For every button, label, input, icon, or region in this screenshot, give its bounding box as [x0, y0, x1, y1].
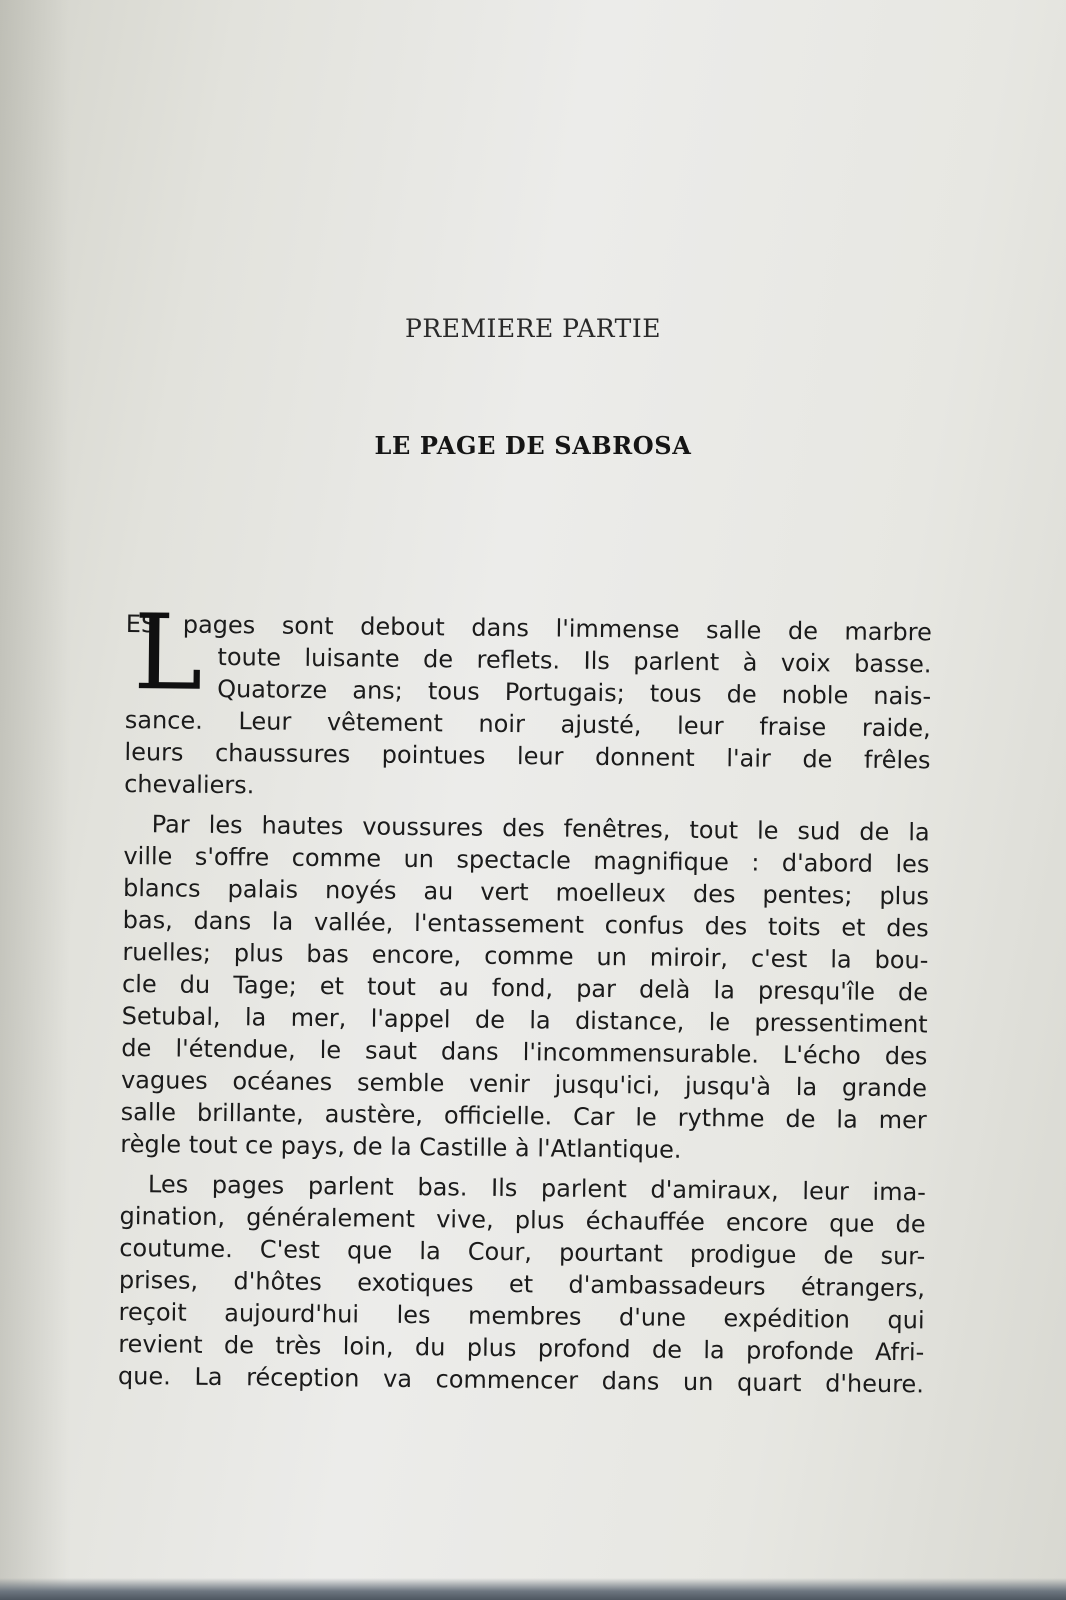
- text-line: coutume. C'est que la Cour, pourtant prodigue de sur-: [119, 1233, 926, 1271]
- text-line: toute luisante de reflets. Ils parlent à voix basse.: [217, 642, 932, 679]
- text-line: bas, dans la vallée, l'entassement confus des toits et des: [122, 905, 929, 943]
- text-line: leurs chaussures pointues leur donnent l'air de frêles: [124, 737, 931, 775]
- text-line: sance. Leur vêtement noir ajusté, leur fraise raide,: [124, 705, 931, 743]
- paragraph-3: [118, 1168, 926, 1400]
- text-line: que. La réception va commencer dans un quart d'heure.: [117, 1361, 925, 1399]
- text-line: règle tout ce pays, de la Castille à l'Atlantique.: [120, 1129, 682, 1164]
- text-line: Les pages parlent bas. Ils parlent d'amiraux, leur ima-: [147, 1170, 927, 1207]
- text-line: Par les hautes voussures des fenêtres, tout le sud de la: [151, 810, 930, 847]
- text-line: chevaliers.: [124, 769, 255, 800]
- page-gutter-shadow: [0, 0, 70, 1600]
- text-line: gination, généralement vive, plus échauffée encore que de: [119, 1201, 926, 1239]
- text-line: de l'étendue, le saut dans l'incommensurable. L'écho des: [121, 1033, 928, 1071]
- drop-cap: L: [132, 591, 204, 714]
- body-text: [117, 591, 932, 1400]
- paragraph-2: [120, 808, 930, 1168]
- part-title: PREMIERE PARTIE: [405, 314, 661, 343]
- text-line: salle brillante, austère, officielle. Car le rythme de la mer: [120, 1097, 927, 1135]
- chapter-title: LE PAGE DE SABROSA: [374, 431, 692, 460]
- text-line: vagues océanes semble venir jusqu'ici, jusqu'à la grande: [120, 1065, 928, 1103]
- text-line: reçoit aujourd'hui les membres d'une expédition qui: [118, 1297, 925, 1335]
- text-line: cle du Tage; et tout au fond, par delà la presqu'île de: [121, 969, 929, 1007]
- text-line: ES pages sont debout dans l'immense salle de marbre: [125, 609, 932, 647]
- text-line: ville s'offre comme un spectacle magnifique : d'abord les: [123, 841, 930, 879]
- text-line: prises, d'hôtes exotiques et d'ambassadeurs étrangers,: [118, 1265, 926, 1303]
- text-line: revient de très loin, du plus profond de la profonde Afri-: [118, 1329, 925, 1367]
- text-line: ruelles; plus bas encore, comme un miroir, c'est la bou-: [122, 937, 929, 975]
- book-bottom-edge: [0, 1578, 1066, 1600]
- text-line: Quatorze ans; tous Portugais; tous de noble nais-: [217, 674, 932, 711]
- paragraph-1: [124, 591, 932, 808]
- text-line: blancs palais noyés au vert moelleux des pentes; plus: [122, 873, 930, 911]
- text-line: Setubal, la mer, l'appel de la distance, le pressentiment: [121, 1001, 928, 1039]
